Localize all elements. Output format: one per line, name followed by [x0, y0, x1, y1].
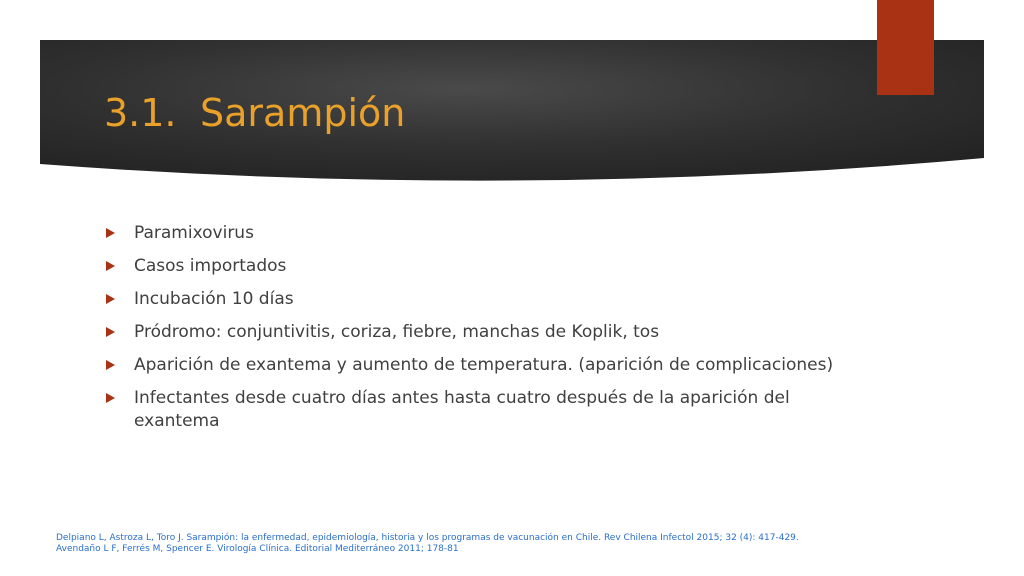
bullet-item [104, 222, 844, 245]
title-number: 3.1. [104, 91, 177, 135]
title-text: Sarampión [200, 91, 406, 135]
arrow-bullet-icon [106, 360, 115, 370]
bullet-list [104, 222, 844, 443]
bullet-item [104, 354, 844, 377]
arrow-bullet-icon [106, 261, 115, 271]
arrow-bullet-icon [106, 228, 115, 238]
bullet-text: Casos importados [134, 256, 287, 276]
bullet-item [104, 321, 844, 344]
bullet-text: Incubación 10 días [134, 289, 294, 309]
bullet-item [104, 288, 844, 311]
bullet-item [104, 255, 844, 278]
accent-tab [877, 0, 934, 95]
bullet-text: Paramixovirus [134, 223, 254, 243]
bullet-text: Infectantes desde cuatro días antes hasta cuatro después de la aparición del exantema [134, 388, 790, 431]
slide-title [104, 86, 405, 140]
bullet-text: Pródromo: conjuntivitis, coriza, fiebre, manchas de Koplik, tos [134, 322, 660, 342]
reference-item: Delpiano L, Astroza L, Toro J. Sarampión: la enfermedad, epidemiología, historia y los programas de vacunación en Chile. Rev Chilena Infectol 2015; 32 (4): 417-429. [56, 533, 799, 543]
arrow-bullet-icon [106, 393, 115, 403]
bullet-text: Aparición de exantema y aumento de temperatura. (aparición de complicaciones) [134, 355, 834, 375]
arrow-bullet-icon [106, 294, 115, 304]
arrow-bullet-icon [106, 327, 115, 337]
bullet-item [104, 387, 844, 433]
reference-item: Avendaño L F, Ferrés M, Spencer E. Virología Clínica. Editorial Mediterráneo 2011; 178-81 [56, 544, 459, 554]
references [56, 533, 836, 555]
